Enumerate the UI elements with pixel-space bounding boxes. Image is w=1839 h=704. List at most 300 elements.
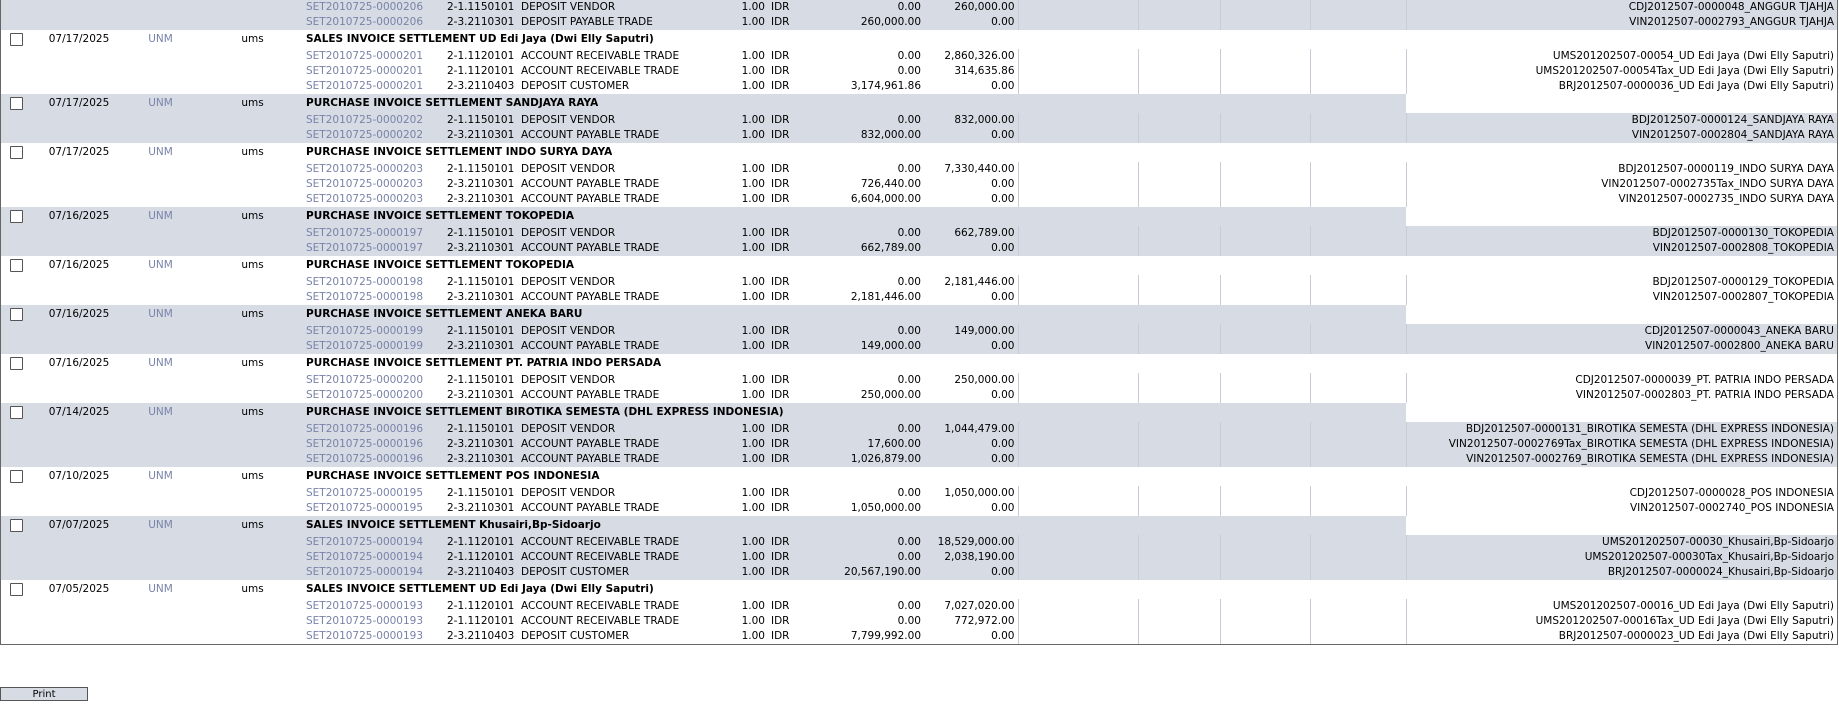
credit-amount: 0.00 [924,128,1018,143]
journal-title: PURCHASE INVOICE SETTLEMENT BIROTIKA SEMESTA (DHL EXPRESS INDONESIA) [303,403,1406,422]
exchange-rate: 1.00 [728,241,768,256]
empty-cell [1018,0,1138,15]
empty-cell [1138,275,1220,290]
account-description: ACCOUNT PAYABLE TRADE [518,128,728,143]
journal-header-row [1,403,1837,422]
account-description: ACCOUNT PAYABLE TRADE [521,389,660,401]
account-code: 2-1.1150101 [447,487,515,499]
journal-line-row [1,629,1837,644]
empty-cell [1310,290,1406,305]
exchange-rate: 1.00 [741,50,765,62]
row-checkbox[interactable] [10,308,23,321]
empty-cell [1,275,303,290]
currency: IDR [768,535,830,550]
line-note: VIN2012507-0002803_PT. PATRIA INDO PERSADA [1406,388,1837,403]
account-code: 2-3.2110403 [447,630,515,642]
row-checkbox-cell [1,354,39,373]
user-name: ums [202,403,303,422]
empty-cell [1,452,303,467]
credit-amount: 149,000.00 [924,324,1018,339]
empty-cell [1,290,303,305]
line-note: VIN2012507-0002735Tax_INDO SURYA DAYA [1406,177,1837,192]
exchange-rate: 1.00 [741,600,765,612]
user-name: ums [241,259,264,271]
empty-cell [1018,64,1138,79]
credit-amount: 0.00 [924,15,1018,30]
debit-amount: 0.00 [897,50,921,62]
empty-cell [1310,535,1406,550]
line-note: VIN2012507-0002769Tax_BIROTIKA SEMESTA (DHL EXPRESS INDONESIA) [1406,437,1837,452]
empty-cell [1,501,303,516]
account-code: 2-3.2110301 [447,193,515,205]
journal-line-row [1,128,1837,143]
journal-line-row [1,192,1837,207]
empty-cell [1018,113,1138,128]
currency: IDR [771,65,790,77]
empty-cell [1018,422,1138,437]
debit-amount: 0.00 [897,163,921,175]
empty-cell [1018,192,1138,207]
credit-amount: 2,038,190.00 [924,550,1018,565]
row-checkbox[interactable] [10,357,23,370]
exchange-rate: 1.00 [728,339,768,354]
credit-amount: 2,181,446.00 [944,276,1015,288]
account-description: DEPOSIT PAYABLE TRADE [518,15,728,30]
reference-link[interactable]: SET2010725-0000195 [306,487,424,499]
row-checkbox[interactable] [10,97,23,110]
currency: IDR [771,163,790,175]
unit-link[interactable]: UNM [119,207,202,226]
row-checkbox[interactable] [10,210,23,223]
account-description: DEPOSIT VENDOR [521,487,616,499]
empty-cell [1,128,303,143]
empty-cell [1138,486,1220,501]
reference-link[interactable]: SET2010725-0000203 [306,193,424,205]
line-note: BDJ2012507-0000129_TOKOPEDIA [1406,275,1837,290]
unit-link[interactable]: UNM [119,305,202,324]
empty-cell [1,629,303,644]
row-checkbox-cell [1,143,39,162]
unit-link[interactable]: UNM [148,357,173,369]
account-description: ACCOUNT RECEIVABLE TRADE [518,550,728,565]
account-description: ACCOUNT RECEIVABLE TRADE [518,535,728,550]
currency: IDR [768,339,830,354]
debit-amount: 0.00 [897,487,921,499]
empty-cell [1310,324,1406,339]
exchange-rate: 1.00 [728,422,768,437]
empty-cell [1406,305,1837,324]
account-code: 2-3.2110301 [444,437,518,452]
empty-cell [1018,79,1138,94]
line-note: CDJ2012507-0000048_ANGGUR TJAHJA [1406,0,1837,15]
debit-amount: 17,600.00 [830,437,924,452]
reference-link[interactable]: SET2010725-0000201 [306,80,424,92]
credit-amount: 250,000.00 [954,374,1015,386]
account-code: 2-3.2110301 [444,339,518,354]
empty-cell [1018,15,1138,30]
account-code: 2-1.1150101 [444,113,518,128]
debit-amount: 0.00 [830,324,924,339]
empty-cell [1,437,303,452]
exchange-rate: 1.00 [741,389,765,401]
reference-link[interactable]: SET2010725-0000193 [306,630,424,642]
account-code: 2-1.1150101 [447,374,515,386]
account-code: 2-1.1150101 [447,163,515,175]
reference-link[interactable]: SET2010725-0000194 [303,550,444,565]
empty-cell [1220,501,1310,516]
empty-cell [1310,226,1406,241]
row-checkbox[interactable] [10,146,23,159]
empty-cell [1138,324,1220,339]
account-description: ACCOUNT RECEIVABLE TRADE [521,615,680,627]
print-button[interactable]: Print [0,687,88,701]
exchange-rate: 1.00 [728,226,768,241]
empty-cell [1138,162,1220,177]
line-note: BDJ2012507-0000131_BIROTIKA SEMESTA (DHL EXPRESS INDONESIA) [1406,422,1837,437]
journal-line-row [1,614,1837,629]
reference-link[interactable]: SET2010725-0000200 [306,374,424,386]
row-checkbox[interactable] [10,470,23,483]
reference-link[interactable]: SET2010725-0000199 [303,339,444,354]
empty-cell [1,565,303,580]
empty-cell [1,192,303,207]
reference-link[interactable]: SET2010725-0000203 [306,178,424,190]
exchange-rate: 1.00 [728,15,768,30]
row-checkbox[interactable] [10,33,23,46]
journal-date: 07/17/2025 [48,146,110,158]
debit-amount: 0.00 [830,422,924,437]
journal-line-row [1,226,1837,241]
empty-cell [1138,388,1220,403]
journal-title: PURCHASE INVOICE SETTLEMENT TOKOPEDIA [306,259,575,271]
currency: IDR [768,241,830,256]
line-note: UMS201202507-00016_UD Edi Jaya (Dwi Elly Saputri) [1406,599,1837,614]
credit-amount: 260,000.00 [924,0,1018,15]
empty-cell [1018,501,1138,516]
exchange-rate: 1.00 [741,163,765,175]
credit-amount: 0.00 [924,565,1018,580]
empty-cell [1138,339,1220,354]
exchange-rate: 1.00 [728,535,768,550]
empty-cell [1310,339,1406,354]
credit-amount: 2,860,326.00 [944,50,1015,62]
user-name: ums [202,305,303,324]
empty-cell [1138,599,1220,614]
debit-amount: 3,174,961.86 [850,80,921,92]
journal-header-row [1,354,1837,373]
reference-link[interactable]: SET2010725-0000199 [303,324,444,339]
empty-cell [1,422,303,437]
empty-cell [1406,516,1837,535]
currency: IDR [771,193,790,205]
credit-amount: 1,044,479.00 [924,422,1018,437]
debit-amount: 0.00 [897,600,921,612]
debit-amount: 0.00 [897,276,921,288]
user-name: ums [202,207,303,226]
debit-amount: 0.00 [830,113,924,128]
credit-amount: 1,050,000.00 [944,487,1015,499]
journal-line-row [1,550,1837,565]
reference-link[interactable]: SET2010725-0000206 [303,15,444,30]
account-description: ACCOUNT PAYABLE TRADE [521,193,660,205]
currency: IDR [768,128,830,143]
reference-link[interactable]: SET2010725-0000201 [306,50,424,62]
credit-amount: 0.00 [991,389,1015,401]
line-note: BRJ2012507-0000036_UD Edi Jaya (Dwi Elly Saputri) [1406,79,1837,94]
empty-cell [1406,580,1837,599]
empty-cell [1406,207,1837,226]
journal-line-row [1,437,1837,452]
currency: IDR [771,630,790,642]
journal-date: 07/16/2025 [39,305,119,324]
credit-amount: 0.00 [924,339,1018,354]
currency: IDR [768,452,830,467]
reference-link[interactable]: SET2010725-0000202 [303,128,444,143]
reference-link[interactable]: SET2010725-0000196 [303,437,444,452]
empty-cell [1220,192,1310,207]
empty-cell [1018,486,1138,501]
journal-title: PURCHASE INVOICE SETTLEMENT POS INDONESIA [306,470,600,482]
empty-cell [1,388,303,403]
journal-line-row [1,373,1837,388]
empty-cell [1018,550,1138,565]
empty-cell [1018,565,1138,580]
exchange-rate: 1.00 [728,437,768,452]
empty-cell [1310,177,1406,192]
exchange-rate: 1.00 [728,113,768,128]
currency: IDR [771,389,790,401]
unit-link[interactable]: UNM [148,146,173,158]
empty-cell [1018,339,1138,354]
account-description: DEPOSIT CUSTOMER [518,565,728,580]
reference-link[interactable]: SET2010725-0000196 [303,422,444,437]
account-description: DEPOSIT CUSTOMER [521,80,630,92]
reference-link[interactable]: SET2010725-0000196 [303,452,444,467]
empty-cell [1018,535,1138,550]
account-description: ACCOUNT PAYABLE TRADE [521,291,660,303]
journal-title: PURCHASE INVOICE SETTLEMENT ANEKA BARU [303,305,1406,324]
account-code: 2-3.2110403 [444,565,518,580]
account-code: 2-1.1120101 [447,600,515,612]
credit-amount: 772,972.00 [954,615,1015,627]
journal-title: PURCHASE INVOICE SETTLEMENT PT. PATRIA INDO PERSADA [306,357,662,369]
credit-amount: 0.00 [991,80,1015,92]
journal-line-row [1,535,1837,550]
unit-link[interactable]: UNM [148,33,173,45]
journal-date: 07/07/2025 [39,516,119,535]
empty-cell [1138,241,1220,256]
empty-cell [1310,162,1406,177]
journal-date: 07/14/2025 [39,403,119,422]
empty-cell [1220,290,1310,305]
debit-amount: 662,789.00 [830,241,924,256]
empty-cell [1310,422,1406,437]
empty-cell [1310,241,1406,256]
exchange-rate: 1.00 [728,565,768,580]
row-checkbox-cell [1,207,39,226]
empty-cell [1406,403,1837,422]
debit-amount: 832,000.00 [830,128,924,143]
reference-link[interactable]: SET2010725-0000203 [306,163,424,175]
currency: IDR [771,80,790,92]
currency: IDR [768,226,830,241]
reference-link[interactable]: SET2010725-0000201 [306,65,424,77]
debit-amount: 0.00 [897,65,921,77]
line-note: UMS201202507-00054Tax_UD Edi Jaya (Dwi Elly Saputri) [1406,64,1837,79]
empty-cell [1018,388,1138,403]
empty-cell [1,241,303,256]
empty-cell [1310,388,1406,403]
empty-cell [1138,0,1220,15]
row-checkbox-cell [1,516,39,535]
unit-link[interactable]: UNM [119,94,202,113]
currency: IDR [768,0,830,15]
empty-cell [1018,290,1138,305]
reference-link[interactable]: SET2010725-0000197 [303,241,444,256]
empty-cell [1310,599,1406,614]
reference-link[interactable]: SET2010725-0000194 [303,535,444,550]
currency: IDR [771,502,790,514]
empty-cell [1018,373,1138,388]
account-code: 2-1.1150101 [444,226,518,241]
reference-link[interactable]: SET2010725-0000202 [303,113,444,128]
account-code: 2-1.1150101 [447,276,515,288]
journal-date: 07/05/2025 [48,583,110,595]
journal-date: 07/10/2025 [48,470,110,482]
empty-cell [1018,177,1138,192]
currency: IDR [771,600,790,612]
empty-cell [1310,79,1406,94]
account-code: 2-1.1120101 [444,550,518,565]
journal-header-row [1,94,1837,113]
unit-link[interactable]: UNM [119,403,202,422]
empty-cell [1220,437,1310,452]
credit-amount: 0.00 [991,291,1015,303]
user-name: ums [202,516,303,535]
currency: IDR [768,324,830,339]
reference-link[interactable]: SET2010725-0000198 [306,291,424,303]
empty-cell [1018,629,1138,644]
exchange-rate: 1.00 [741,193,765,205]
reference-link[interactable]: SET2010725-0000194 [303,565,444,580]
empty-cell [1138,177,1220,192]
reference-link[interactable]: SET2010725-0000198 [306,276,424,288]
reference-link[interactable]: SET2010725-0000193 [306,615,424,627]
row-checkbox[interactable] [10,259,23,272]
empty-cell [1220,226,1310,241]
reference-link[interactable]: SET2010725-0000206 [303,0,444,15]
line-note: BRJ2012507-0000023_UD Edi Jaya (Dwi Elly Saputri) [1406,629,1837,644]
exchange-rate: 1.00 [728,324,768,339]
account-code: 2-1.1150101 [444,324,518,339]
journal-line-row [1,49,1837,64]
line-note: VIN2012507-0002740_POS INDONESIA [1406,501,1837,516]
empty-cell [1310,275,1406,290]
reference-link[interactable]: SET2010725-0000195 [306,502,424,514]
exchange-rate: 1.00 [741,80,765,92]
reference-link[interactable]: SET2010725-0000200 [306,389,424,401]
reference-link[interactable]: SET2010725-0000197 [303,226,444,241]
unit-link[interactable]: UNM [148,470,173,482]
exchange-rate: 1.00 [741,615,765,627]
empty-cell [1138,373,1220,388]
empty-cell [1138,437,1220,452]
empty-cell [1,339,303,354]
journal-title: PURCHASE INVOICE SETTLEMENT SANDJAYA RAYA [303,94,1406,113]
exchange-rate: 1.00 [741,487,765,499]
debit-amount: 0.00 [897,374,921,386]
empty-cell [1220,324,1310,339]
empty-cell [1220,599,1310,614]
credit-amount: 0.00 [924,452,1018,467]
empty-cell [1310,49,1406,64]
empty-cell [1018,614,1138,629]
unit-link[interactable]: UNM [148,583,173,595]
account-description: DEPOSIT VENDOR [518,422,728,437]
journal-line-row [1,599,1837,614]
exchange-rate: 1.00 [741,291,765,303]
empty-cell [1310,192,1406,207]
row-checkbox[interactable] [10,406,23,419]
journal-line-row [1,388,1837,403]
empty-cell [1310,64,1406,79]
empty-cell [1220,339,1310,354]
empty-cell [1310,501,1406,516]
empty-cell [1138,422,1220,437]
user-name: ums [241,583,264,595]
account-code: 2-3.2110403 [447,80,515,92]
debit-amount: 0.00 [830,226,924,241]
empty-cell [1220,0,1310,15]
row-checkbox[interactable] [10,583,23,596]
reference-link[interactable]: SET2010725-0000193 [306,600,424,612]
empty-cell [1138,64,1220,79]
empty-cell [1,535,303,550]
empty-cell [1310,614,1406,629]
empty-cell [1310,0,1406,15]
line-note: UMS201202507-00054_UD Edi Jaya (Dwi Elly Saputri) [1406,49,1837,64]
unit-link[interactable]: UNM [119,516,202,535]
empty-cell [1220,565,1310,580]
row-checkbox-cell [1,580,39,599]
empty-cell [1220,614,1310,629]
exchange-rate: 1.00 [741,276,765,288]
exchange-rate: 1.00 [728,550,768,565]
empty-cell [1,599,303,614]
account-code: 2-1.1120101 [447,615,515,627]
journal-line-row [1,177,1837,192]
journal-date: 07/17/2025 [48,33,110,45]
empty-cell [1138,452,1220,467]
journal-title: SALES INVOICE SETTLEMENT UD Edi Jaya (Dwi Elly Saputri) [306,33,654,45]
unit-link[interactable]: UNM [148,259,173,271]
journal-line-row [1,0,1837,15]
journal-line-row [1,452,1837,467]
account-description: DEPOSIT VENDOR [518,324,728,339]
empty-cell [1,49,303,64]
row-checkbox[interactable] [10,519,23,532]
debit-amount: 2,181,446.00 [850,291,921,303]
journal-line-row [1,113,1837,128]
empty-cell [1220,162,1310,177]
debit-amount: 0.00 [897,615,921,627]
empty-cell [1406,354,1837,373]
account-code: 2-1.1120101 [444,535,518,550]
empty-cell [1220,388,1310,403]
line-note: VIN2012507-0002807_TOKOPEDIA [1406,290,1837,305]
empty-cell [1220,49,1310,64]
empty-cell [1406,94,1837,113]
